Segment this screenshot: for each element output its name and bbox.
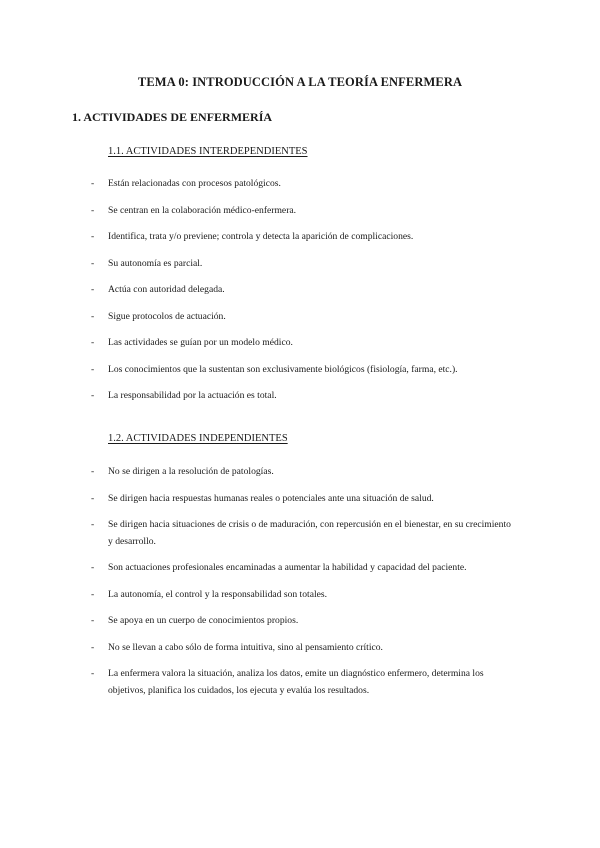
list-item-text: Su autonomía es parcial. xyxy=(108,257,203,269)
list-item-text: La autonomía, el control y la responsabilidad son totales. xyxy=(108,588,328,600)
list-item xyxy=(0,256,600,273)
subsection-heading-independientes: 1.2. ACTIVIDADES INDEPENDIENTES xyxy=(108,433,288,444)
list-item xyxy=(0,517,600,550)
list-item xyxy=(0,335,600,352)
list-item xyxy=(0,203,600,220)
list-item-text: Están relacionadas con procesos patológicos. xyxy=(108,178,281,189)
list-item-text: La enfermera valora la situación, analiza los datos, emite un diagnóstico enfermero, determina los objetivos, planifica los cuidados, los ejecuta y evalúa los resultados. xyxy=(108,668,484,696)
list-item-text: Son actuaciones profesionales encaminadas a aumentar la habilidad y capacidad del paciente. xyxy=(108,562,467,573)
list-item-text: Los conocimientos que la sustentan son exclusivamente biológicos (fisiología, farma, etc.). xyxy=(108,363,458,375)
list-item xyxy=(0,491,600,508)
list-item xyxy=(0,587,600,604)
list-item xyxy=(0,229,600,246)
bullet-dash: - xyxy=(91,310,95,322)
bullet-dash: - xyxy=(91,231,95,242)
bullet-dash: - xyxy=(91,337,95,348)
list-item-text: Identifica, trata y/o previene; controla y detecta la aparición de complicaciones. xyxy=(108,231,414,242)
bullet-dash: - xyxy=(91,284,95,295)
list-item xyxy=(0,362,600,379)
list-item-text: Actúa con autoridad delegada. xyxy=(108,284,225,295)
list-item xyxy=(0,666,600,699)
bullet-dash: - xyxy=(91,466,95,477)
bullet-dash: - xyxy=(91,204,95,216)
bullet-dash: - xyxy=(91,588,95,600)
list-item-text: Se centran en la colaboración médico-enfermera. xyxy=(108,204,297,216)
list-item-text: Sigue protocolos de actuación. xyxy=(108,310,226,322)
subsection-heading-interdependientes: 1.1. ACTIVIDADES INTERDEPENDIENTES xyxy=(108,146,308,157)
document-title: TEMA 0: INTRODUCCIÓN A LA TEORÍA ENFERMERA xyxy=(137,75,463,89)
list-item xyxy=(0,388,600,405)
independientes-list xyxy=(0,464,600,709)
bullet-dash: - xyxy=(91,668,95,679)
bullet-dash: - xyxy=(91,641,95,653)
list-item-text: La responsabilidad por la actuación es total. xyxy=(108,390,277,401)
list-item-text: Se apoya en un cuerpo de conocimientos propios. xyxy=(108,615,299,626)
bullet-dash: - xyxy=(91,390,95,401)
bullet-dash: - xyxy=(91,615,95,626)
list-item xyxy=(0,176,600,193)
list-item xyxy=(0,464,600,481)
list-item xyxy=(0,282,600,299)
section-heading: 1. ACTIVIDADES DE ENFERMERÍA xyxy=(72,110,273,124)
list-item-text: No se dirigen a la resolución de patologías. xyxy=(108,466,274,477)
bullet-dash: - xyxy=(91,519,95,530)
list-item-text: No se llevan a cabo sólo de forma intuitiva, sino al pensamiento crítico. xyxy=(108,641,383,653)
list-item-text: Las actividades se guían por un modelo médico. xyxy=(108,337,293,348)
bullet-dash: - xyxy=(91,257,95,269)
bullet-dash: - xyxy=(91,562,95,573)
bullet-dash: - xyxy=(91,363,95,375)
list-item xyxy=(0,309,600,326)
bullet-dash: - xyxy=(91,492,95,504)
list-item xyxy=(0,640,600,657)
bullet-dash: - xyxy=(91,178,95,189)
list-item xyxy=(0,613,600,630)
list-item xyxy=(0,560,600,577)
list-item-text: Se dirigen hacia respuestas humanas reales o potenciales ante una situación de salud. xyxy=(108,492,434,504)
interdependientes-list xyxy=(0,176,600,415)
list-item-text: Se dirigen hacia situaciones de crisis o de maduración, con repercusión en el bienestar, en su crecimiento y desarrollo. xyxy=(108,519,511,547)
